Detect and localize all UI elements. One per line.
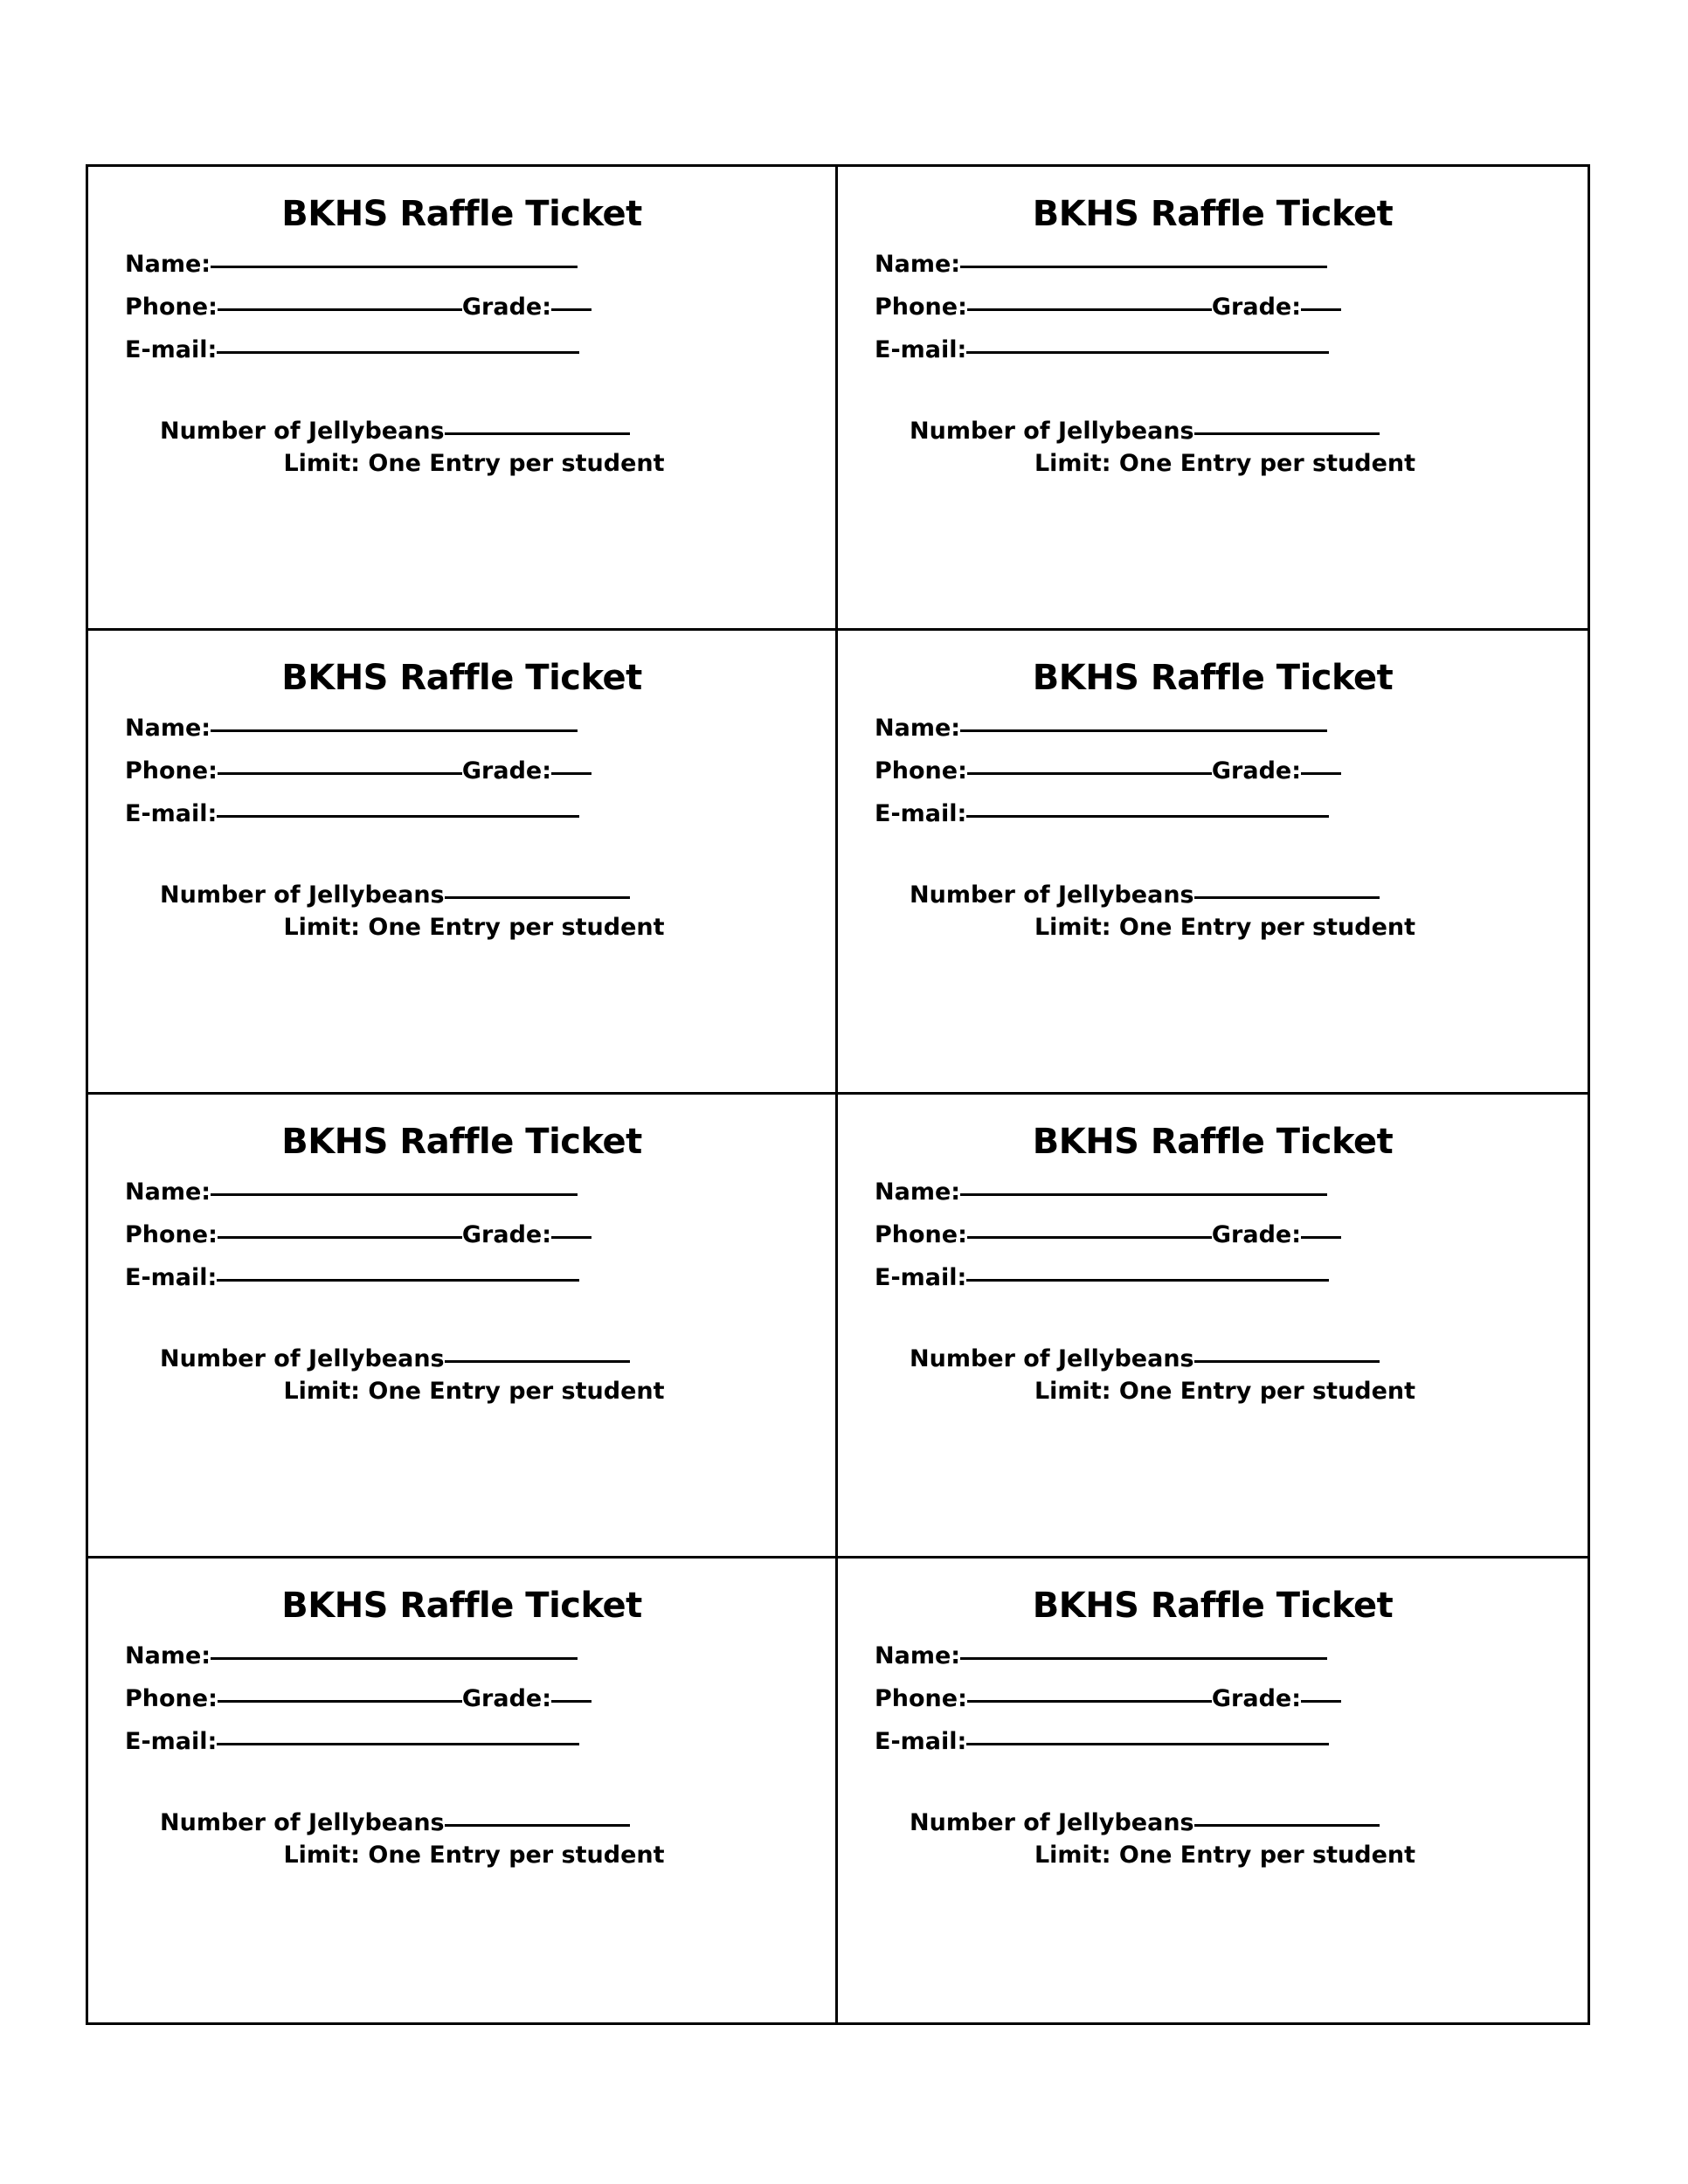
jellybeans-label: Number of Jellybeans: [160, 418, 445, 445]
raffle-ticket: [88, 631, 838, 1095]
phone-grade-field-row: [875, 759, 1551, 783]
phone-grade-field-row: [125, 759, 799, 783]
phone-input[interactable]: [218, 1700, 462, 1703]
phone-label: Phone:: [875, 757, 967, 784]
grade-input[interactable]: [1301, 308, 1341, 311]
email-input[interactable]: [217, 351, 579, 354]
name-field-row: [125, 1644, 799, 1668]
grade-input[interactable]: [551, 308, 591, 311]
name-field-row: [125, 252, 799, 276]
email-label: E-mail:: [875, 800, 967, 827]
grade-label: Grade:: [461, 757, 552, 784]
name-field-row: [125, 716, 799, 740]
ticket-title: BKHS Raffle Ticket: [1032, 194, 1394, 234]
phone-label: Phone:: [125, 294, 218, 321]
name-label: Name:: [125, 1178, 211, 1206]
email-input[interactable]: [217, 815, 579, 818]
ticket-title: BKHS Raffle Ticket: [281, 1586, 642, 1626]
phone-label: Phone:: [125, 757, 218, 784]
phone-input[interactable]: [218, 1236, 462, 1239]
jellybeans-label: Number of Jellybeans: [910, 418, 1194, 445]
name-input[interactable]: [211, 729, 578, 732]
raffle-ticket: [88, 1559, 838, 2022]
grade-label: Grade:: [461, 294, 552, 321]
phone-label: Phone:: [125, 1221, 218, 1248]
limit-note: Limit: One Entry per student: [1034, 1842, 1416, 1869]
jellybeans-field-row: [875, 883, 1551, 907]
phone-label: Phone:: [125, 1685, 218, 1712]
email-field-row: [875, 1730, 1551, 1753]
name-field-row: [875, 252, 1551, 276]
name-label: Name:: [125, 251, 211, 278]
email-label: E-mail:: [125, 800, 218, 827]
email-label: E-mail:: [125, 1728, 218, 1755]
limit-note: Limit: One Entry per student: [1034, 450, 1416, 477]
grade-label: Grade:: [1211, 294, 1302, 321]
phone-grade-field-row: [875, 295, 1551, 319]
spacer: [125, 1773, 799, 1811]
ticket-title: BKHS Raffle Ticket: [1032, 1122, 1394, 1162]
name-field-row: [875, 716, 1551, 740]
email-label: E-mail:: [875, 1728, 967, 1755]
name-input[interactable]: [960, 1657, 1327, 1660]
email-field-row: [125, 802, 799, 826]
spacer: [875, 381, 1551, 419]
limit-note: Limit: One Entry per student: [1034, 1378, 1416, 1405]
email-input[interactable]: [217, 1279, 579, 1282]
name-input[interactable]: [960, 1193, 1327, 1196]
raffle-ticket: [838, 1559, 1588, 2022]
jellybeans-input[interactable]: [445, 896, 630, 899]
raffle-ticket: [838, 1095, 1588, 1559]
email-field-row: [125, 338, 799, 362]
jellybeans-label: Number of Jellybeans: [910, 1809, 1194, 1836]
jellybeans-label: Number of Jellybeans: [160, 881, 445, 909]
jellybeans-field-row: [875, 419, 1551, 443]
jellybeans-input[interactable]: [445, 432, 630, 435]
limit-note: Limit: One Entry per student: [1034, 914, 1416, 941]
raffle-ticket: [838, 167, 1588, 631]
raffle-ticket: [88, 1095, 838, 1559]
name-input[interactable]: [211, 1657, 578, 1660]
email-label: E-mail:: [125, 1264, 218, 1291]
grade-input[interactable]: [551, 772, 591, 775]
phone-grade-field-row: [125, 1223, 799, 1247]
name-field-row: [875, 1180, 1551, 1204]
jellybeans-input[interactable]: [1194, 432, 1380, 435]
grade-label: Grade:: [1211, 1685, 1302, 1712]
grade-label: Grade:: [461, 1221, 552, 1248]
name-input[interactable]: [211, 1193, 578, 1196]
name-label: Name:: [875, 1642, 961, 1669]
limit-note: Limit: One Entry per student: [283, 450, 665, 477]
jellybeans-input[interactable]: [1194, 1824, 1380, 1827]
grade-input[interactable]: [1301, 772, 1341, 775]
ticket-title: BKHS Raffle Ticket: [281, 1122, 642, 1162]
grade-label: Grade:: [1211, 757, 1302, 784]
phone-input[interactable]: [967, 772, 1212, 775]
grade-input[interactable]: [551, 1700, 591, 1703]
name-label: Name:: [875, 715, 961, 742]
phone-input[interactable]: [967, 1236, 1212, 1239]
ticket-title: BKHS Raffle Ticket: [281, 194, 642, 234]
name-input[interactable]: [960, 729, 1327, 732]
spacer: [125, 845, 799, 883]
jellybeans-field-row: [125, 1811, 799, 1835]
spacer: [125, 1309, 799, 1347]
raffle-ticket: [838, 631, 1588, 1095]
grade-input[interactable]: [551, 1236, 591, 1239]
phone-input[interactable]: [218, 308, 462, 311]
phone-input[interactable]: [218, 772, 462, 775]
email-label: E-mail:: [125, 336, 218, 363]
email-field-row: [875, 802, 1551, 826]
jellybeans-field-row: [125, 1347, 799, 1371]
email-input[interactable]: [966, 815, 1329, 818]
jellybeans-input[interactable]: [445, 1824, 630, 1827]
raffle-ticket-sheet: [86, 164, 1590, 2025]
phone-label: Phone:: [875, 1685, 967, 1712]
jellybeans-input[interactable]: [445, 1360, 630, 1363]
phone-input[interactable]: [967, 308, 1212, 311]
jellybeans-field-row: [875, 1347, 1551, 1371]
jellybeans-label: Number of Jellybeans: [160, 1809, 445, 1836]
email-field-row: [875, 1266, 1551, 1289]
name-label: Name:: [125, 1642, 211, 1669]
limit-note: Limit: One Entry per student: [283, 1378, 665, 1405]
phone-grade-field-row: [125, 1687, 799, 1711]
email-label: E-mail:: [875, 336, 967, 363]
email-field-row: [875, 338, 1551, 362]
jellybeans-input[interactable]: [1194, 896, 1380, 899]
grade-input[interactable]: [1301, 1700, 1341, 1703]
ticket-title: BKHS Raffle Ticket: [1032, 1586, 1394, 1626]
spacer: [875, 1309, 1551, 1347]
spacer: [875, 1773, 1551, 1811]
name-label: Name:: [125, 715, 211, 742]
email-input[interactable]: [217, 1743, 579, 1745]
spacer: [875, 845, 1551, 883]
name-input[interactable]: [211, 266, 578, 268]
jellybeans-field-row: [875, 1811, 1551, 1835]
name-label: Name:: [875, 251, 961, 278]
grade-label: Grade:: [1211, 1221, 1302, 1248]
phone-input[interactable]: [967, 1700, 1212, 1703]
jellybeans-input[interactable]: [1194, 1360, 1380, 1363]
spacer: [125, 381, 799, 419]
name-input[interactable]: [960, 266, 1327, 268]
phone-grade-field-row: [875, 1223, 1551, 1247]
jellybeans-field-row: [125, 883, 799, 907]
email-input[interactable]: [966, 1279, 1329, 1282]
email-label: E-mail:: [875, 1264, 967, 1291]
phone-grade-field-row: [875, 1687, 1551, 1711]
phone-label: Phone:: [875, 1221, 967, 1248]
email-field-row: [125, 1266, 799, 1289]
name-field-row: [125, 1180, 799, 1204]
phone-grade-field-row: [125, 295, 799, 319]
raffle-ticket: [88, 167, 838, 631]
jellybeans-label: Number of Jellybeans: [160, 1345, 445, 1372]
email-input[interactable]: [966, 1743, 1329, 1745]
name-label: Name:: [875, 1178, 961, 1206]
limit-note: Limit: One Entry per student: [283, 914, 665, 941]
phone-label: Phone:: [875, 294, 967, 321]
ticket-title: BKHS Raffle Ticket: [1032, 658, 1394, 698]
grade-input[interactable]: [1301, 1236, 1341, 1239]
ticket-title: BKHS Raffle Ticket: [281, 658, 642, 698]
jellybeans-field-row: [125, 419, 799, 443]
jellybeans-label: Number of Jellybeans: [910, 881, 1194, 909]
jellybeans-label: Number of Jellybeans: [910, 1345, 1194, 1372]
grade-label: Grade:: [461, 1685, 552, 1712]
limit-note: Limit: One Entry per student: [283, 1842, 665, 1869]
name-field-row: [875, 1644, 1551, 1668]
email-input[interactable]: [966, 351, 1329, 354]
email-field-row: [125, 1730, 799, 1753]
